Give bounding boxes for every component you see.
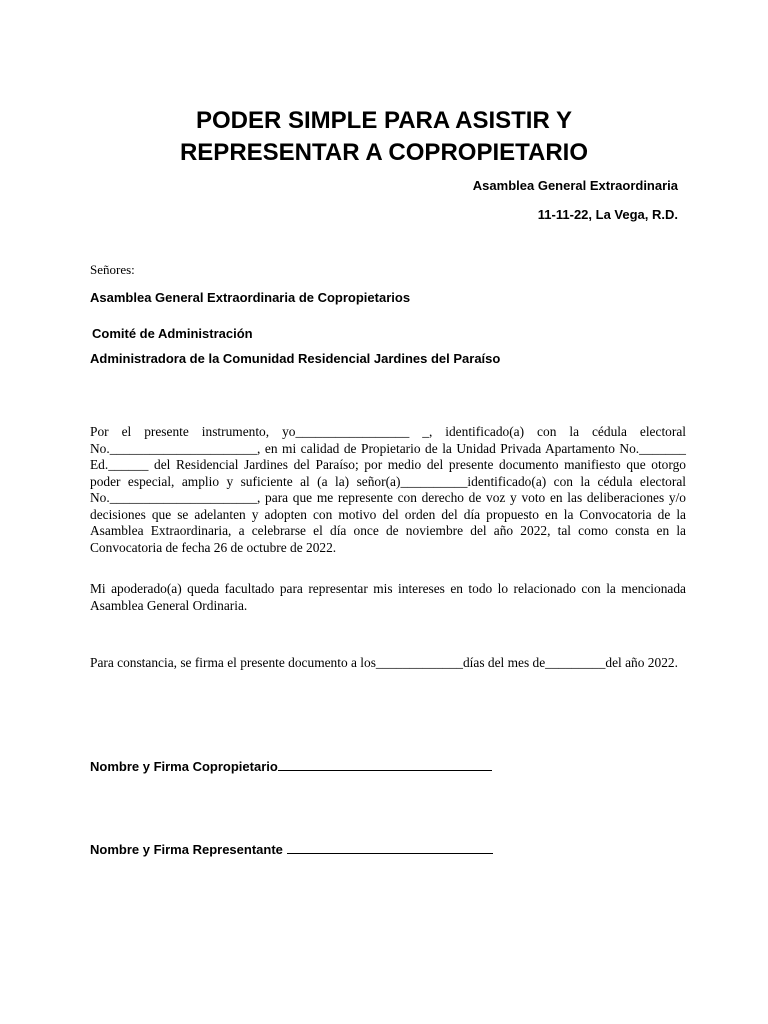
body-paragraph-authorization: Mi apoderado(a) queda facultado para representar mis intereses en todo lo relacionado con la mencionada Asamblea General Ordinaria.	[90, 581, 686, 613]
assembly-subtitle: Asamblea General Extraordinaria	[472, 178, 678, 193]
owner-signature-label: Nombre y Firma Copropietario	[90, 759, 278, 774]
document-title-line-2: REPRESENTAR A COPROPIETARIO	[179, 139, 589, 166]
body-paragraph-signing-date: Para constancia, se firma el presente documento a los_____________días del mes de_________del año 2022.	[90, 655, 678, 670]
representative-signature-blank	[287, 841, 493, 854]
recipient-line-administrator: Administradora de la Comunidad Residencial Jardines del Paraíso	[90, 351, 501, 366]
representative-signature-line	[90, 841, 493, 858]
document-title-line-1: PODER SIMPLE PARA ASISTIR Y	[195, 107, 573, 134]
recipient-line-committee: Comité de Administración	[92, 326, 253, 341]
body-paragraph-power-of-attorney: Por el presente instrumento, yo_________________ _, identificado(a) con la cédula electoral No.______________________, en mi calidad de Propietario de la Unidad Privada Apartamento No._______ Ed.______ del Residencial Jardines del Paraíso; por medio del presente documento manifiesto que otorgo poder especial, amplio y suficiente al (a la) señor(a)__________identificado(a) con la cédula electoral No.______________________, para que me represente con derecho de voz y voto en las deliberaciones y/o decisiones que se adelanten y adopten con motivo del orden del día propuesto en la Convocatoria de la Asamblea Extraordinaria, a celebrarse el día once de noviembre del año 2022, tal como consta en la Convocatoria de fecha 26 de octubre de 2022.	[90, 424, 686, 555]
date-location: 11-11-22, La Vega, R.D.	[537, 207, 678, 222]
owner-signature-blank	[278, 758, 492, 771]
recipient-line-assembly: Asamblea General Extraordinaria de Copropietarios	[90, 290, 411, 305]
salutation: Señores:	[90, 262, 135, 277]
representative-signature-label: Nombre y Firma Representante	[90, 842, 287, 857]
owner-signature-line	[90, 758, 492, 775]
